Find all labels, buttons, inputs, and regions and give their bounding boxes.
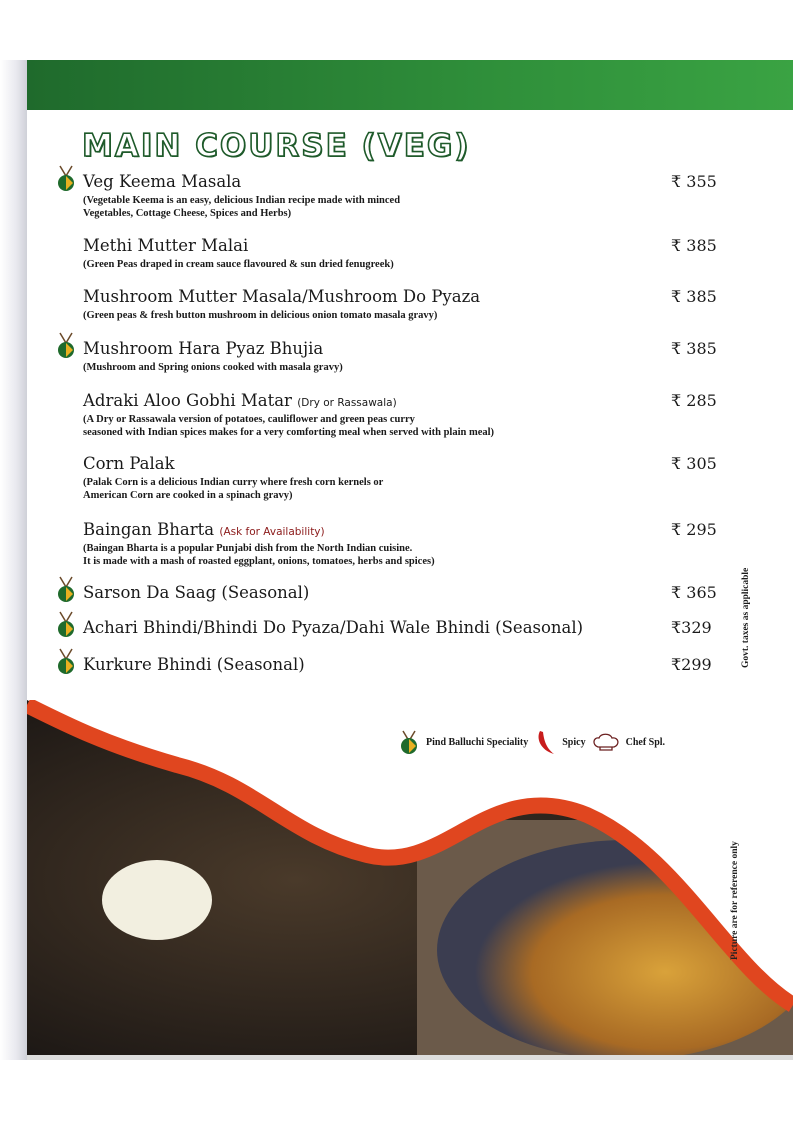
item-description: (Green Peas draped in cream sauce flavoured & sun dried fenugreek) (83, 259, 394, 270)
item-description: (Vegetable Keema is an easy, delicious Indian recipe made with minced (83, 195, 401, 206)
menu-item (83, 618, 703, 640)
item-price: ₹ 285 (671, 391, 717, 410)
speciality-icon (55, 164, 77, 192)
item-price: ₹299 (671, 655, 712, 674)
item-name (83, 655, 703, 677)
item-price: ₹ 385 (671, 287, 717, 306)
menu-item (83, 655, 703, 677)
menu-item (83, 583, 703, 605)
item-description: American Corn are cooked in a spinach gravy) (83, 490, 293, 501)
item-name-text: Veg Keema Masala (83, 172, 242, 191)
chili-icon (534, 728, 556, 756)
item-price: ₹ 355 (671, 172, 717, 191)
item-description: (Green peas & fresh button mushroom in delicious onion tomato masala gravy) (83, 310, 438, 321)
menu-item (83, 172, 703, 220)
legend-spicy: Spicy (562, 736, 586, 748)
item-name-text: Corn Palak (83, 454, 175, 473)
legend-chef: Chef Spl. (625, 736, 666, 748)
legend-speciality: Pind Balluchi Speciality (426, 736, 529, 748)
menu-item (83, 391, 703, 439)
item-name-text: Mushroom Mutter Masala/Mushroom Do Pyaza (83, 287, 481, 306)
item-description: (Palak Corn is a delicious Indian curry where fresh corn kernels or (83, 477, 384, 488)
speciality-icon (55, 610, 77, 638)
item-price: ₹ 305 (671, 454, 717, 473)
item-name (83, 618, 703, 640)
item-description: (Mushroom and Spring onions cooked with masala gravy) (83, 362, 343, 373)
speciality-icon (398, 729, 420, 755)
item-price: ₹ 385 (671, 236, 717, 255)
item-name-text: Adraki Aloo Gobhi Matar (83, 391, 292, 410)
menu-item (83, 520, 703, 568)
item-name (83, 391, 703, 413)
item-description: (Baingan Bharta is a popular Punjabi dish from the North Indian cuisine. (83, 543, 413, 554)
item-description: It is made with a mash of roasted eggplant, onions, tomatoes, herbs and spices) (83, 556, 435, 567)
speciality-icon (55, 331, 77, 359)
item-name-text: Baingan Bharta (83, 520, 215, 539)
menu-item (83, 454, 703, 502)
item-name (83, 339, 703, 361)
chef-hat-icon (592, 733, 620, 751)
item-note: (Ask for Availability) (219, 526, 325, 538)
item-price: ₹329 (671, 618, 712, 637)
speciality-icon (55, 575, 77, 603)
picture-note: Picture are for reference only (730, 841, 740, 960)
item-name-text: Methi Mutter Malai (83, 236, 249, 255)
menu-item (83, 236, 703, 271)
item-name-text: Kurkure Bhindi (Seasonal) (83, 655, 305, 674)
item-name-text: Sarson Da Saag (Seasonal) (83, 583, 310, 602)
menu-item (83, 287, 703, 322)
item-price: ₹ 385 (671, 339, 717, 358)
menu-item (83, 339, 703, 374)
taxes-note: Govt. taxes as applicable (741, 567, 751, 668)
item-description: seasoned with Indian spices makes for a very comforting meal when served with plain meal) (83, 427, 495, 438)
item-name-text: Achari Bhindi/Bhindi Do Pyaza/Dahi Wale Bhindi (Seasonal) (83, 618, 584, 637)
item-name-text: Mushroom Hara Pyaz Bhujia (83, 339, 324, 358)
speciality-icon (55, 647, 77, 675)
item-name (83, 520, 703, 542)
item-price: ₹ 365 (671, 583, 717, 602)
item-name (83, 583, 703, 605)
header-green-bar (27, 60, 793, 110)
page-edge (0, 60, 27, 1060)
item-name (83, 236, 703, 258)
item-description: (A Dry or Rassawala version of potatoes, cauliflower and green peas curry (83, 414, 415, 425)
item-description: Vegetables, Cottage Cheese, Spices and Herbs) (83, 208, 292, 219)
item-price: ₹ 295 (671, 520, 717, 539)
item-name (83, 454, 703, 476)
item-name (83, 287, 703, 309)
page-title: MAIN COURSE (VEG) (82, 128, 471, 164)
item-note: (Dry or Rassawala) (297, 397, 397, 409)
item-name (83, 172, 703, 194)
legend (398, 728, 665, 756)
